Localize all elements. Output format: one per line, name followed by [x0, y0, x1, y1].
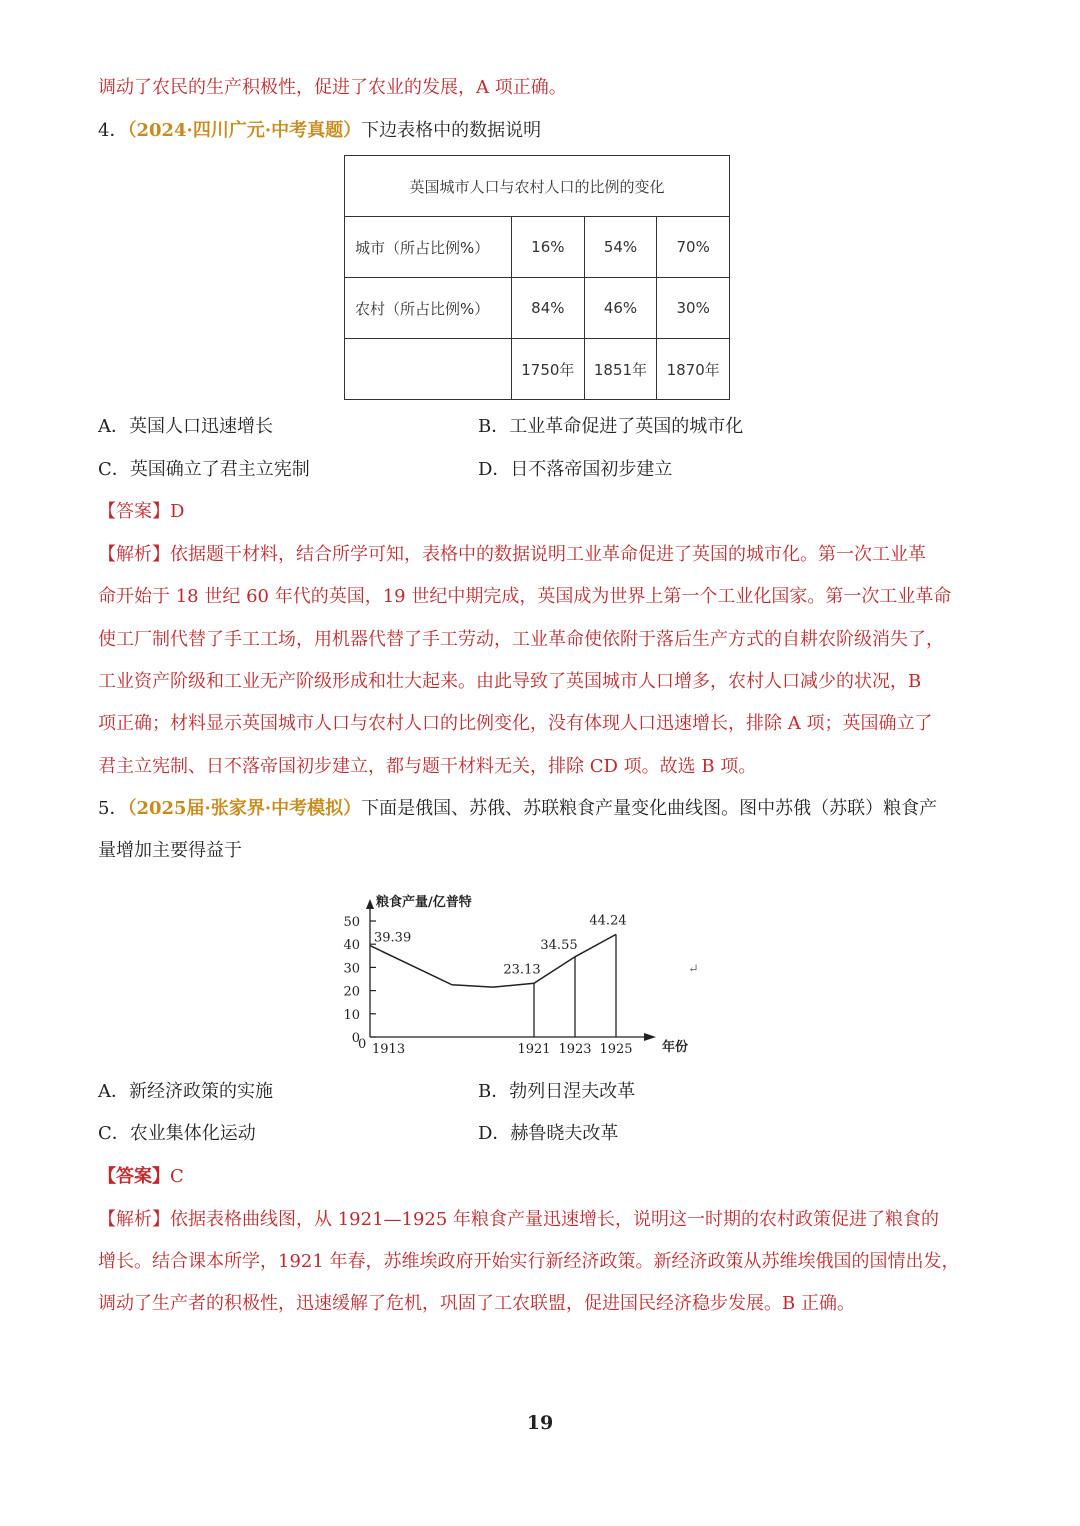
answer-label: 【答案】 — [98, 501, 170, 522]
q5-number: 5． — [98, 798, 128, 819]
data-label: 44.24 — [589, 913, 627, 929]
data-label: 23.13 — [503, 962, 541, 978]
row-label: 农村（所占比例%） — [345, 278, 512, 339]
q5-analysis-line — [98, 1208, 939, 1232]
data-label: 34.55 — [540, 937, 578, 953]
cell: 70% — [657, 217, 730, 278]
analysis-label: 【解析】 — [98, 544, 170, 565]
answer-value: D — [170, 501, 185, 522]
answer-label: 【答案】 — [98, 1166, 170, 1187]
q4-option-c: C．英国确立了君主立宪制 — [98, 459, 310, 480]
answer-value: C — [170, 1166, 184, 1187]
year-cell: 1870年 — [657, 339, 730, 400]
q5-stem — [98, 797, 937, 821]
empty-cell — [345, 339, 512, 400]
origin-label: 0 — [358, 1037, 367, 1052]
q4-analysis-line — [98, 543, 926, 567]
q4-stem — [98, 119, 541, 143]
q4-analysis-line: 使工厂制代替了手工工场，用机器代替了手工劳动，工业革命使依附于落后生产方式的自耕农阶级消失了， — [98, 629, 944, 650]
cell: 16% — [512, 217, 585, 278]
q4-source: （2024·四川广元·中考真题） — [127, 120, 362, 141]
x-axis-label: 年份 — [662, 1040, 689, 1055]
q4-analysis-line: 项正确；材料显示英国城市人口与农村人口的比例变化，没有体现人口迅速增长，排除 A 项；英国确立了 — [98, 713, 933, 734]
x-tick-label: 1925 — [599, 1042, 633, 1057]
q5-analysis-line: 调动了生产者的积极性，迅速缓解了危机，巩固了工农联盟，促进国民经济稳步发展。B 正确。 — [98, 1293, 855, 1314]
y-tick-label: 30 — [343, 961, 360, 977]
q4-number: 4． — [98, 120, 128, 141]
y-axis-arrow — [366, 899, 374, 909]
cell: 84% — [512, 278, 585, 339]
y-tick-label: 20 — [343, 984, 360, 1000]
q4-option-a: A．英国人口迅速增长 — [98, 416, 273, 437]
prev-analysis-tail: 调动了农民的生产积极性，促进了农业的发展，A 项正确。 — [98, 77, 567, 98]
table-row-years — [345, 339, 730, 400]
x-tick-label: 1921 — [517, 1042, 551, 1057]
q5-answer — [98, 1165, 184, 1189]
q5-option-c: C．农业集体化运动 — [98, 1123, 256, 1144]
q5-option-a: A．新经济政策的实施 — [98, 1081, 273, 1102]
y-tick-label: 50 — [343, 915, 360, 930]
q5-source: （2025届·张家界·中考模拟） — [127, 798, 362, 819]
cell: 54% — [584, 217, 657, 278]
cell: 30% — [657, 278, 730, 339]
y-tick-label: 0 — [351, 1031, 360, 1046]
analysis-text: 依据题干材料，结合所学可知，表格中的数据说明工业革命促进了英国的城市化。第一次工业革 — [170, 544, 926, 565]
page-number: 19 — [526, 1412, 554, 1434]
table-row-rural — [345, 278, 730, 339]
q5-text: 下面是俄国、苏俄、苏联粮食产量变化曲线图。图中苏俄（苏联）粮食产 — [361, 798, 938, 819]
q5-option-b: B．勃列日涅夫改革 — [478, 1081, 636, 1102]
population-table — [344, 155, 730, 400]
x-tick-label: 1913 — [372, 1042, 406, 1057]
table-title: 英国城市人口与农村人口的比例的变化 — [345, 156, 730, 217]
return-mark: ↵ — [688, 962, 699, 977]
cell: 46% — [584, 278, 657, 339]
analysis-text: 依据表格曲线图，从 1921—1925 年粮食产量迅速增长，说明这一时期的农村政策促进了粮食的 — [170, 1209, 940, 1230]
q4-option-b: B．工业革命促进了英国的城市化 — [478, 416, 744, 437]
grain-output-chart — [330, 885, 690, 1060]
year-cell: 1851年 — [584, 339, 657, 400]
y-axis-label: 粮食产量/亿普特 — [376, 895, 472, 910]
q4-answer — [98, 500, 184, 524]
q5-option-d: D．赫鲁晓夫改革 — [478, 1123, 619, 1144]
q5-analysis-line: 增长。结合课本所学，1921 年春，苏维埃政府开始实行新经济政策。新经济政策从苏维埃俄国的国情出发， — [98, 1251, 960, 1272]
analysis-label: 【解析】 — [98, 1209, 170, 1230]
q4-text: 下边表格中的数据说明 — [361, 120, 542, 141]
q4-analysis-line: 工业资产阶级和工业无产阶级形成和壮大起来。由此导致了英国城市人口增多，农村人口减少的状况，B — [98, 671, 922, 692]
x-axis-arrow — [644, 1033, 656, 1041]
q4-analysis-line: 命开始于 18 世纪 60 年代的英国，19 世纪中期完成，英国成为世界上第一个工业化国家。第一次工业革命 — [98, 586, 952, 607]
table-row-city — [345, 217, 730, 278]
q4-analysis-line: 君主立宪制、日不落帝国初步建立，都与题干材料无关，排除 CD 项。故选 B 项。 — [98, 756, 757, 777]
y-tick-label: 40 — [343, 938, 360, 954]
data-label: 39.39 — [374, 930, 412, 946]
row-label: 城市（所占比例%） — [345, 217, 512, 278]
year-cell: 1750年 — [512, 339, 585, 400]
q5-stem-cont: 量增加主要得益于 — [98, 840, 242, 861]
x-tick-label: 1923 — [558, 1042, 592, 1057]
y-tick-label: 10 — [343, 1007, 360, 1023]
q4-option-d: D．日不落帝国初步建立 — [478, 459, 673, 480]
